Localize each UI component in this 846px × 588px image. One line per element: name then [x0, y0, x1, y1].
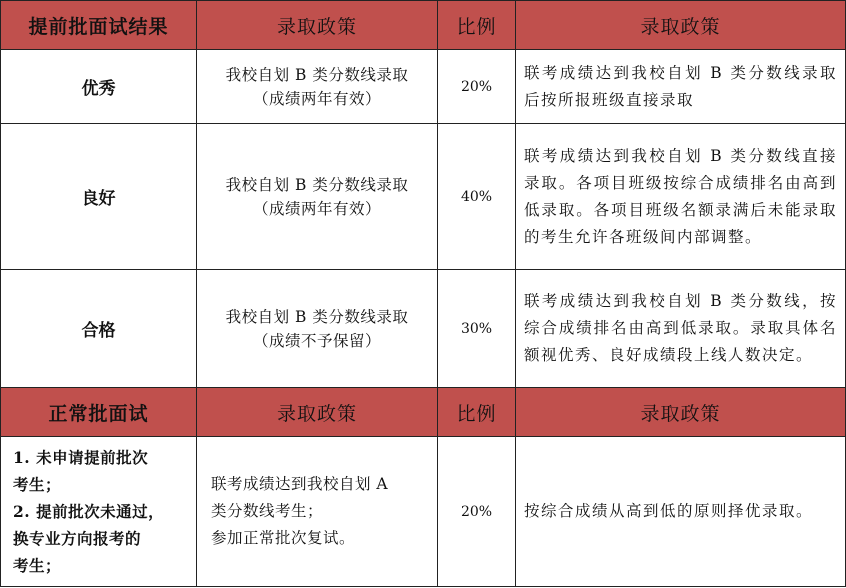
policy-cell	[197, 437, 438, 587]
section1-header-row	[1, 1, 846, 50]
policy-cell	[197, 270, 438, 388]
ratio-cell: 20%	[438, 50, 516, 124]
table-row	[1, 50, 846, 124]
header-admission-policy: 录取政策	[197, 1, 438, 50]
header-early-interview-result: 提前批面试结果	[1, 1, 197, 50]
policy-line: 联考成绩达到我校自划 A	[211, 475, 389, 493]
header-normal-interview: 正常批面试	[1, 388, 197, 437]
policy-line: （成绩不予保留）	[252, 331, 381, 350]
condition-line: 考生；	[13, 475, 62, 494]
policy-line: 我校自划 B 类分数线录取	[225, 307, 409, 326]
policy-line: 我校自划 B 类分数线录取	[225, 65, 409, 84]
ratio-cell: 40%	[438, 124, 516, 270]
header-admission-policy: 录取政策	[197, 388, 438, 437]
table-row	[1, 124, 846, 270]
ratio-cell: 20%	[438, 437, 516, 587]
table-row	[1, 270, 846, 388]
grade-cell: 优秀	[1, 50, 197, 124]
conditions-cell	[1, 437, 197, 587]
condition-line: 考生；	[13, 556, 62, 575]
detail-cell: 联考成绩达到我校自划 B 类分数线直接录取。各项目班级按综合成绩排名由高到低录取。各项目班级名额录满后未能录取的考生允许各班级间内部调整。	[516, 124, 846, 270]
policy-cell	[197, 124, 438, 270]
condition-line: 换专业方向报考的	[13, 529, 142, 548]
section2-header-row	[1, 388, 846, 437]
header-admission-policy-detail: 录取政策	[516, 1, 846, 50]
header-ratio: 比例	[438, 1, 516, 50]
detail-cell: 联考成绩达到我校自划 B 类分数线，按综合成绩排名由高到低录取。录取具体名额视优秀、良好成绩段上线人数决定。	[516, 270, 846, 388]
policy-line: 我校自划 B 类分数线录取	[225, 175, 409, 194]
header-ratio: 比例	[438, 388, 516, 437]
grade-cell: 合格	[1, 270, 197, 388]
policy-line: 类分数线考生；	[211, 502, 324, 520]
table-row	[1, 437, 846, 587]
policy-line: （成绩两年有效）	[252, 89, 381, 108]
header-admission-policy-detail: 录取政策	[516, 388, 846, 437]
grade-cell: 良好	[1, 124, 197, 270]
detail-cell: 联考成绩达到我校自划 B 类分数线录取后按所报班级直接录取	[516, 50, 846, 124]
detail-cell: 按综合成绩从高到低的原则择优录取。	[516, 437, 846, 587]
policy-cell	[197, 50, 438, 124]
policy-line: （成绩两年有效）	[252, 199, 381, 218]
condition-line: 1. 未申请提前批次	[13, 448, 149, 467]
ratio-cell: 30%	[438, 270, 516, 388]
policy-line: 参加正常批次复试。	[211, 529, 356, 547]
condition-line: 2. 提前批次未通过，	[13, 502, 165, 521]
